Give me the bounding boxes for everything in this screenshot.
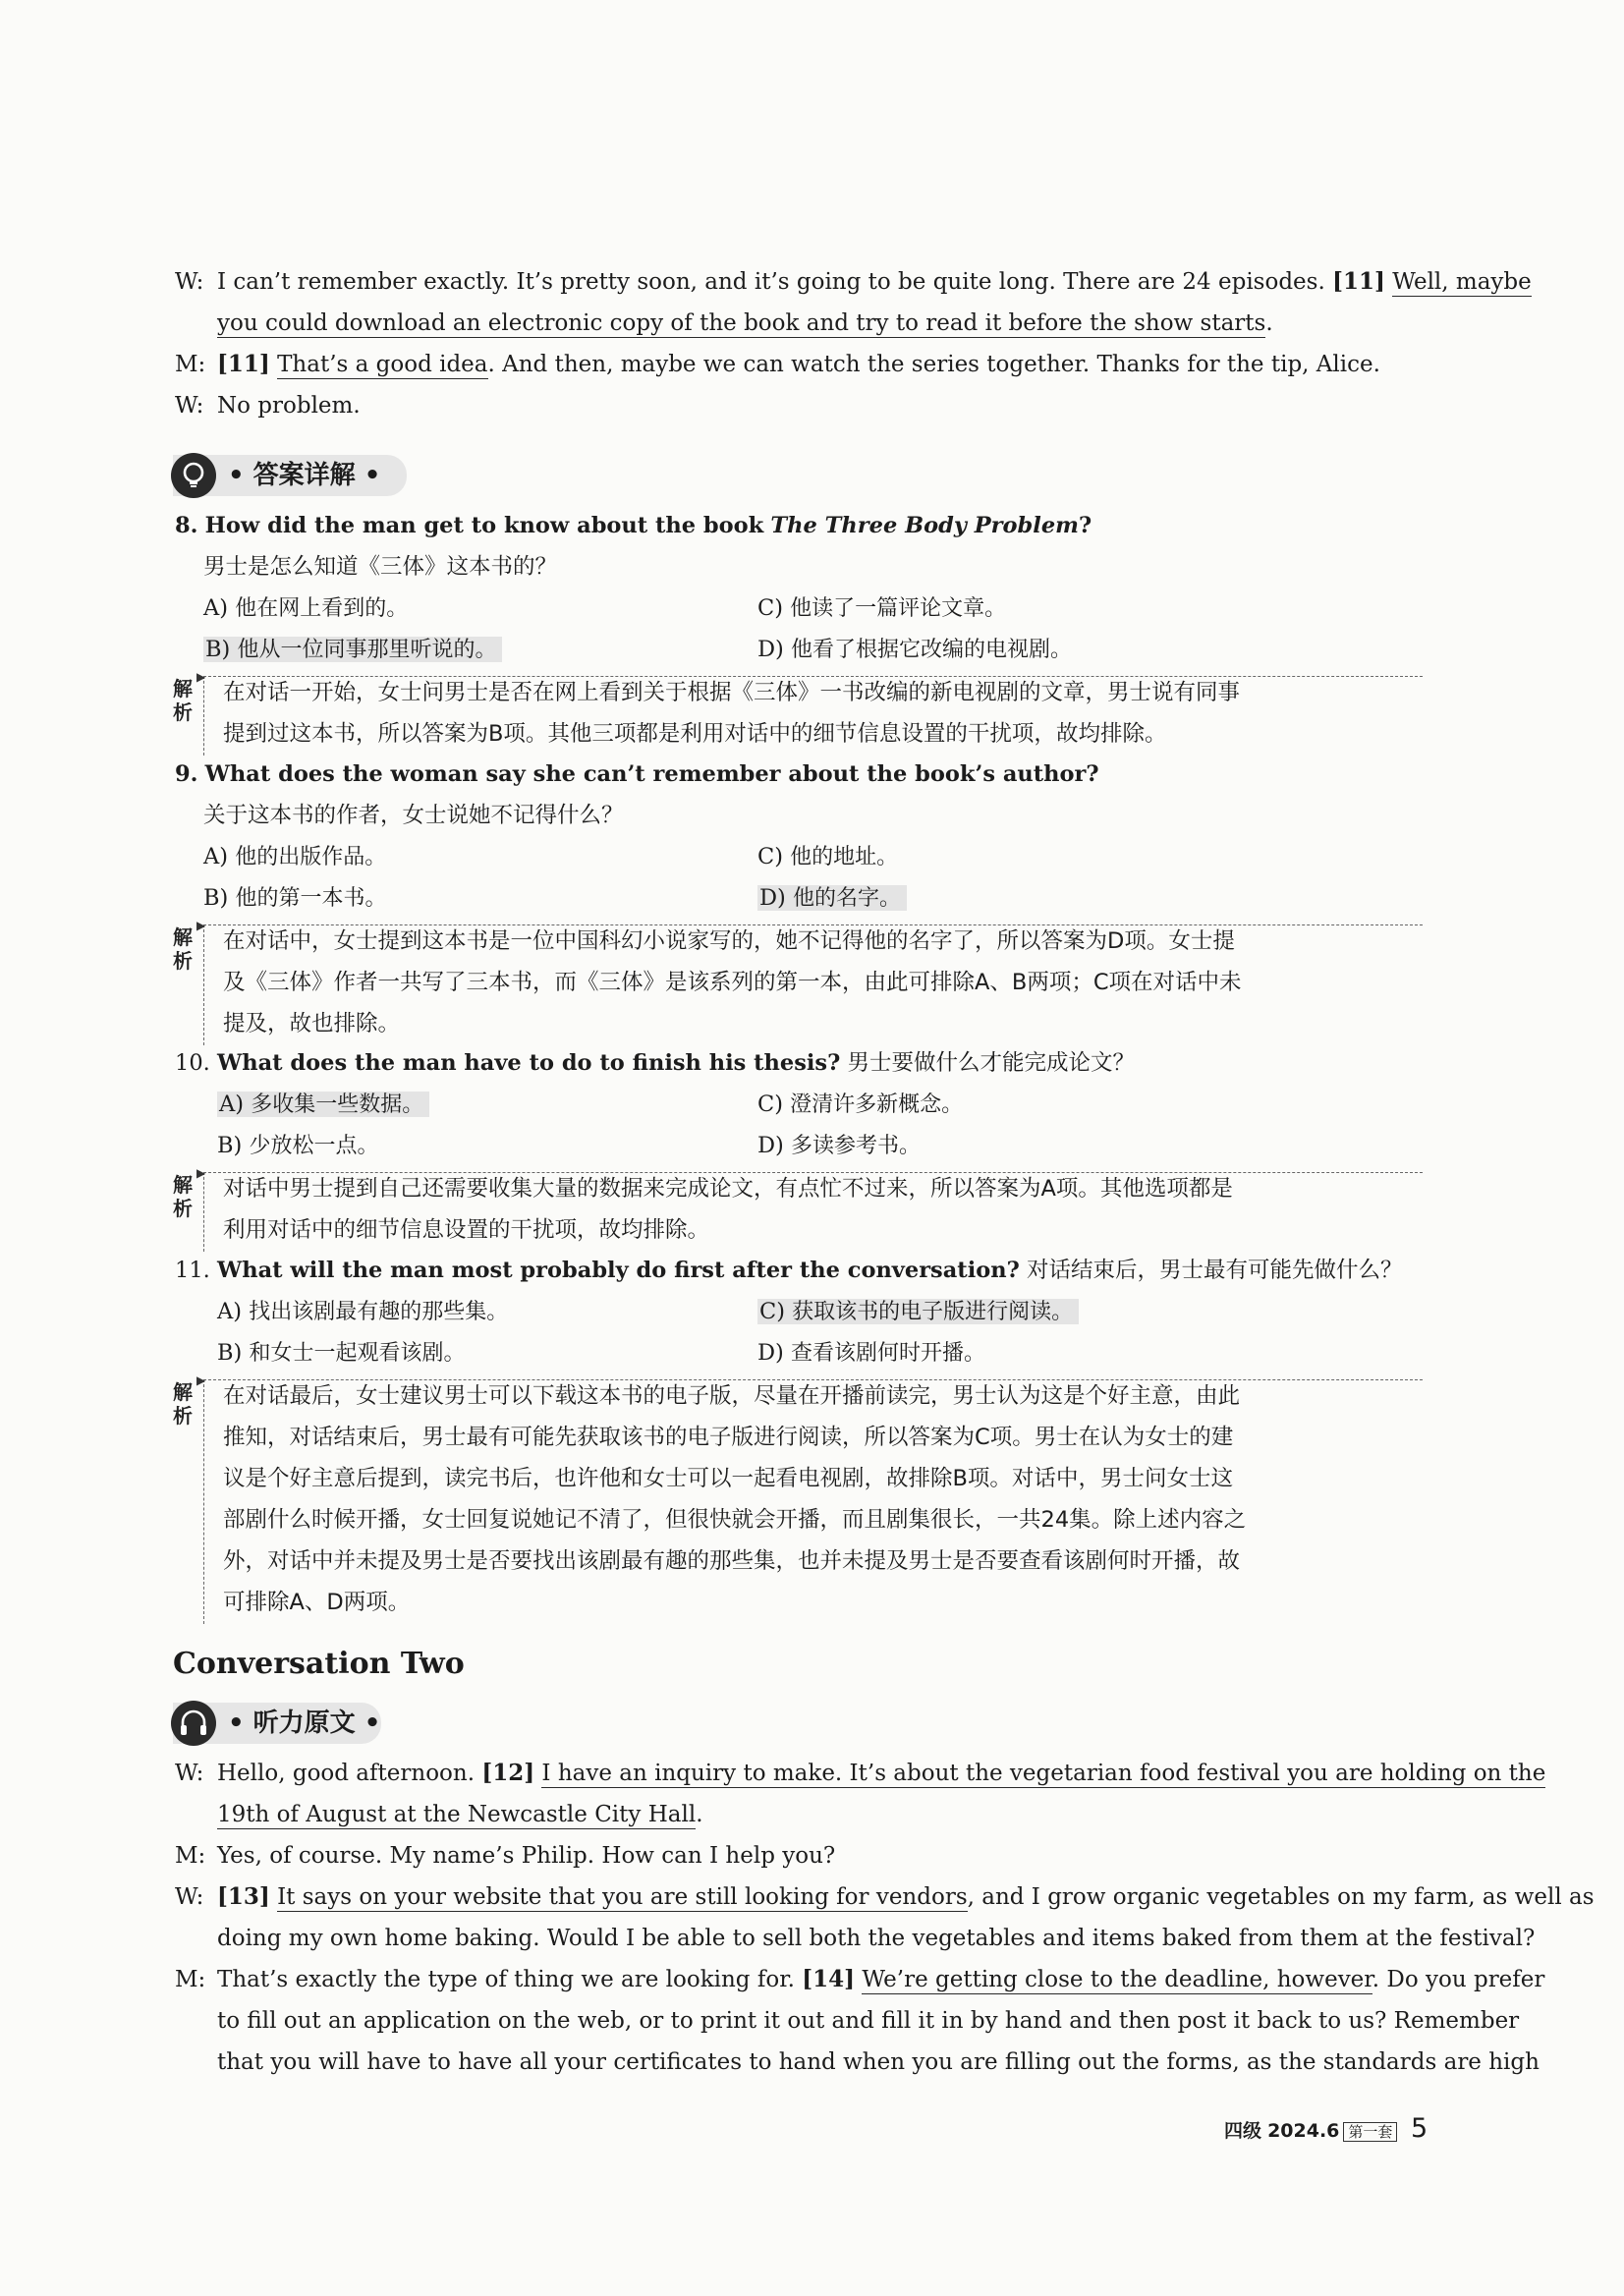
explanation-line: 在对话最后，女士建议男士可以下载这本书的电子版，尽量在开播前读完，男士认为这是个好主意，由此 [223, 1383, 1241, 1409]
question-marker: [11] [217, 351, 270, 377]
speaker-label: M: [175, 1967, 206, 1992]
speaker-label: W: [175, 1761, 204, 1786]
option-letter: D) [759, 885, 786, 911]
explanation-tag-char: 析 [173, 1197, 193, 1220]
option-letter: B) [217, 1340, 243, 1366]
option-text: 他看了根据它改编的电视剧。 [790, 638, 1072, 662]
option-letter: B) [205, 637, 231, 662]
option-a [203, 842, 386, 872]
option-c [757, 842, 898, 872]
headphones-icon [171, 1701, 216, 1746]
option-letter: C) [759, 1299, 785, 1324]
option-letter: A) [219, 1092, 245, 1117]
explanation-tag [173, 925, 196, 973]
question-translation: 男士要做什么才能完成论文？ [847, 1050, 1135, 1076]
option-text: 找出该剧最有趣的那些集。 [249, 1300, 509, 1324]
option-a [217, 1297, 508, 1327]
option-letter: D) [757, 637, 784, 662]
option-c [757, 593, 1006, 624]
speaker-label: M: [175, 352, 206, 377]
question-8 [175, 511, 1092, 540]
underlined-answer: 19th of August at the Newcastle City Hall [217, 1802, 697, 1827]
dialog-text: that you will have to have all your certificates to hand when you are filling out the forms, as the standards are high [217, 2049, 1540, 2075]
explanation-line: 在对话一开始，女士问男士是否在网上看到关于根据《三体》一书改编的新电视剧的文章，男士说有同事 [223, 680, 1241, 705]
page-number: 5 [1411, 2113, 1428, 2144]
dialog-text: . [696, 1802, 703, 1827]
dialog-text: , and I grow organic vegetables on my farm, as well as [967, 1884, 1595, 1910]
underlined-answer: It says on your website that you are still looking for vendors [277, 1884, 968, 1910]
banner-label: • 听力原文 • [228, 1708, 381, 1738]
dialog-text: Yes, of course. My name’s Philip. How can I help you? [217, 1843, 836, 1869]
dialog-text: I can’t remember exactly. It’s pretty soon, and it’s going to be quite long. There are 24 episodes. [217, 269, 1325, 295]
question-9 [175, 759, 1099, 789]
option-text: 少放松一点。 [249, 1134, 379, 1158]
option-b-correct [203, 635, 502, 665]
explanation-tag [173, 1380, 196, 1428]
exam-date: 2024.6 [1267, 2120, 1340, 2142]
option-text: 多读参考书。 [790, 1134, 921, 1158]
explanation-line: 及《三体》作者一共写了三本书，而《三体》是该系列的第一本，由此可排除A、B两项；C项在对话中未 [223, 970, 1242, 995]
explanation-line: 提及，故也排除。 [223, 1011, 401, 1036]
option-letter: A) [203, 595, 229, 621]
option-text: 多收集一些数据。 [251, 1092, 424, 1117]
explanation-tag-char: 析 [173, 1404, 193, 1428]
explanation-frame: ▶ [203, 924, 1423, 1045]
speaker-label: W: [175, 269, 204, 295]
explanation-tag-char: 解 [173, 677, 193, 700]
question-10 [175, 1048, 1135, 1078]
explanation-line: 对话中男士提到自己还需要收集大量的数据来完成论文，有点忙不过来，所以答案为A项。其他选项都是 [223, 1176, 1233, 1202]
explanation-line: 提到过这本书，所以答案为B项。其他三项都是利用对话中的细节信息设置的干扰项，故均排除。 [223, 721, 1167, 747]
explanation-line: 推知，对话结束后，男士最有可能先获取该书的电子版进行阅读，所以答案为C项。男士在认为女士的建 [223, 1425, 1234, 1450]
explanation-line: 外，对话中并未提及男士是否要找出该剧最有趣的那些集，也并未提及男士是否要查看该剧何时开播，故 [223, 1548, 1241, 1574]
question-translation: 对话结束后，男士最有可能先做什么？ [1026, 1258, 1403, 1283]
dialog-text: . And then, maybe we can watch the series together. Thanks for the tip, Alice. [487, 352, 1380, 377]
section-heading: Conversation Two [173, 1647, 465, 1681]
option-text: 他的地址。 [790, 845, 899, 869]
explanation-line: 利用对话中的细节信息设置的干扰项，故均排除。 [223, 1217, 710, 1243]
question-translation: 男士是怎么知道《三体》这本书的？ [203, 554, 558, 580]
explanation-frame: ▶ [203, 676, 1423, 756]
question-number: 11. [175, 1258, 210, 1283]
banner-label: • 答案详解 • [228, 461, 381, 490]
option-b [217, 1131, 378, 1161]
option-d [757, 1338, 985, 1369]
underlined-answer: We’re getting close to the deadline, however [862, 1967, 1372, 1992]
explanation-tag-char: 析 [173, 700, 193, 724]
underlined-answer: Well, maybe [1392, 269, 1532, 295]
page-footer [1224, 2118, 1401, 2145]
option-text: 澄清许多新概念。 [790, 1092, 964, 1117]
lightbulb-icon [171, 453, 216, 498]
option-d [757, 1131, 921, 1161]
question-marker: [14] [802, 1966, 856, 1992]
option-c-correct [757, 1297, 1079, 1327]
option-letter: A) [217, 1299, 243, 1324]
explanation-frame: ▶ [203, 1172, 1423, 1252]
option-c [757, 1090, 963, 1120]
option-letter: C) [757, 844, 783, 869]
question-11 [175, 1256, 1402, 1285]
option-a [203, 593, 408, 624]
option-text: 他的出版作品。 [235, 845, 387, 869]
option-d-correct [757, 883, 907, 914]
question-text: What will the man most probably do first after the conversation? [216, 1258, 1020, 1283]
question-number: 8. [175, 513, 198, 538]
option-letter: C) [757, 1092, 783, 1117]
option-letter: D) [757, 1340, 784, 1366]
option-d [757, 635, 1072, 665]
speaker-label: W: [175, 393, 204, 419]
set-tag: 第一套 [1343, 2122, 1397, 2142]
explanation-line: 在对话中，女士提到这本书是一位中国科幻小说家写的，她不记得他的名字了，所以答案为D项。女士提 [223, 928, 1235, 954]
explanation-line: 议是个好主意后提到，读完书后，也许他和女士可以一起看电视剧，故排除B项。对话中，男士问女士这 [223, 1466, 1233, 1491]
option-text: 查看该剧何时开播。 [790, 1341, 985, 1366]
option-letter: A) [203, 844, 229, 869]
listening-banner [173, 1703, 381, 1744]
dialog-text: doing my own home baking. Would I be able to sell both the vegetables and items baked from them at the festival? [217, 1926, 1536, 1951]
dialog-text: No problem. [217, 393, 361, 419]
explanation-tag-char: 解 [173, 1173, 193, 1197]
option-letter: B) [203, 885, 229, 911]
question-marker: [13] [217, 1883, 270, 1910]
explanation-tag [173, 677, 196, 724]
dialog-text: . Do you prefer [1372, 1967, 1545, 1992]
question-text: ? [1078, 513, 1092, 538]
question-text: What does the woman say she can’t remember about the book’s author? [204, 761, 1099, 787]
option-text: 和女士一起观看该剧。 [249, 1341, 466, 1366]
question-translation: 关于这本书的作者，女士说她不记得什么？ [203, 803, 624, 828]
option-letter: B) [217, 1133, 243, 1158]
dialog-text: . [1265, 310, 1273, 336]
exam-level: 四级 [1224, 2120, 1262, 2142]
explanation-line: 可排除A、D两项。 [223, 1590, 411, 1615]
explanation-tag-char: 解 [173, 925, 193, 949]
option-letter: C) [757, 595, 783, 621]
option-b [217, 1338, 465, 1369]
option-text: 他的第一本书。 [235, 886, 387, 911]
option-a-correct [217, 1090, 429, 1120]
speaker-label: M: [175, 1843, 206, 1869]
question-text: How did the man get to know about the book [204, 513, 764, 538]
explanation-line: 部剧什么时候开播，女士回复说她记不清了，但很快就会开播，而且剧集很长，一共24集。除上述内容之 [223, 1507, 1247, 1533]
underlined-answer: I have an inquiry to make. It’s about the vegetarian food festival you are holding on the [541, 1761, 1546, 1786]
speaker-label: W: [175, 1884, 204, 1910]
question-number: 10. [175, 1050, 210, 1076]
dialog-text: That’s exactly the type of thing we are looking for. [217, 1967, 795, 1992]
option-text: 他从一位同事那里听说的。 [237, 638, 497, 662]
option-text: 他读了一篇评论文章。 [790, 596, 1007, 621]
option-text: 他的名字。 [792, 886, 901, 911]
book-title: The Three Body Problem [770, 513, 1079, 538]
question-number: 9. [175, 761, 198, 787]
underlined-answer: That’s a good idea [277, 352, 488, 377]
question-text: What does the man have to do to finish his thesis? [216, 1050, 841, 1076]
option-b [203, 883, 386, 914]
underlined-answer: you could download an electronic copy of the book and try to read it before the show starts [217, 310, 1266, 336]
question-marker: [11] [1332, 268, 1385, 295]
option-letter: D) [757, 1133, 784, 1158]
explanation-frame: ▶ [203, 1379, 1423, 1624]
explanation-tag-char: 解 [173, 1380, 193, 1404]
explanation-tag [173, 1173, 196, 1220]
explanation-tag-char: 析 [173, 949, 193, 973]
dialog-text: to fill out an application on the web, or to print it out and fill it in by hand and then post it back to us? Remember [217, 2008, 1520, 2034]
answers-banner [173, 455, 407, 496]
option-text: 获取该书的电子版进行阅读。 [792, 1300, 1074, 1324]
option-text: 他在网上看到的。 [235, 596, 409, 621]
dialog-text: Hello, good afternoon. [217, 1761, 476, 1786]
question-marker: [12] [481, 1760, 535, 1786]
